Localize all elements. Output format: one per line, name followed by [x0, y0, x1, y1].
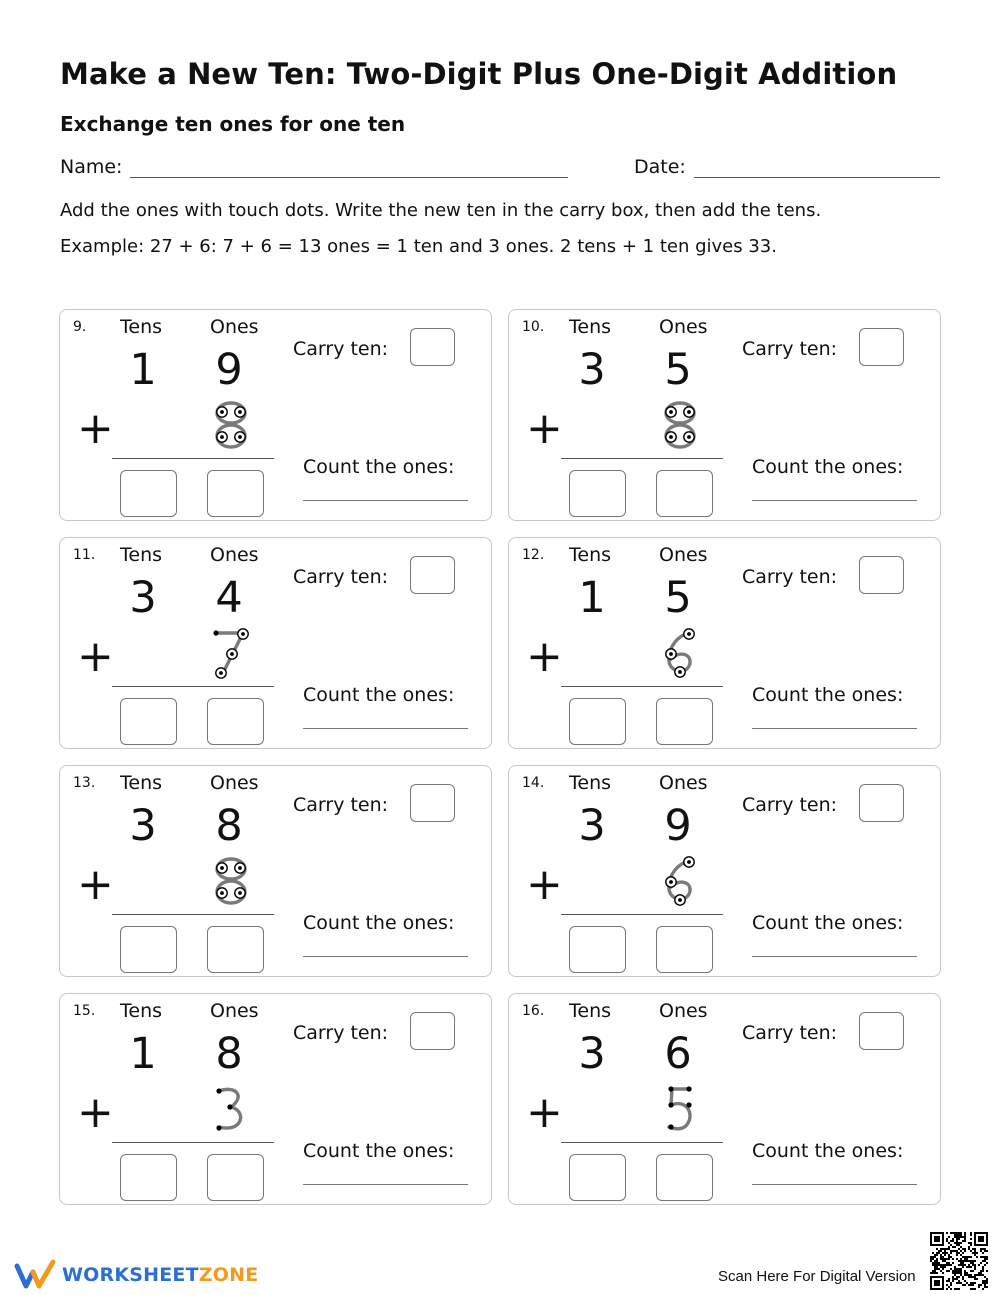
- plus-sign: +: [526, 631, 563, 682]
- touch-dot-digit-7: [209, 627, 253, 679]
- tens-label: Tens: [120, 544, 163, 566]
- problem-card: [59, 309, 492, 521]
- ones-label: Ones: [210, 772, 259, 794]
- ones-label: Ones: [659, 316, 708, 338]
- touch-dots-6-icon: [658, 855, 702, 907]
- carry-ten-label: Carry ten:: [742, 794, 838, 816]
- sum-line: [561, 1142, 723, 1143]
- count-ones-line[interactable]: [752, 728, 917, 729]
- answer-ones-box[interactable]: [656, 926, 713, 973]
- count-ones-line[interactable]: [752, 1184, 917, 1185]
- ones-label: Ones: [210, 1000, 259, 1022]
- plus-sign: +: [526, 1087, 563, 1138]
- ones-label: Ones: [659, 772, 708, 794]
- problem-number: 11.: [73, 547, 96, 563]
- answer-ones-box[interactable]: [656, 470, 713, 517]
- touch-dot-digit-8: [209, 855, 253, 907]
- touch-dots-7-icon: [209, 627, 253, 679]
- count-ones-label: Count the ones:: [303, 1140, 455, 1162]
- problem-card: [59, 537, 492, 749]
- count-ones-label: Count the ones:: [303, 684, 455, 706]
- answer-ones-box[interactable]: [207, 1154, 264, 1201]
- touch-dots-5-icon: [658, 1083, 702, 1135]
- count-ones-label: Count the ones:: [752, 912, 904, 934]
- carry-ten-label: Carry ten:: [293, 794, 389, 816]
- answer-ones-box[interactable]: [207, 698, 264, 745]
- answer-ones-box[interactable]: [207, 926, 264, 973]
- plus-sign: +: [77, 859, 114, 910]
- problem-number: 15.: [73, 1003, 96, 1019]
- tens-digit: 3: [129, 573, 157, 623]
- ones-digit: 5: [664, 345, 692, 395]
- qr-code-icon[interactable]: [930, 1232, 988, 1290]
- touch-dots-8-icon: [209, 399, 253, 451]
- count-ones-line[interactable]: [752, 956, 917, 957]
- tens-digit: 3: [578, 801, 606, 851]
- ones-digit: 9: [215, 345, 243, 395]
- count-ones-line[interactable]: [303, 1184, 468, 1185]
- touch-dot-digit-6: [658, 627, 702, 679]
- count-ones-label: Count the ones:: [752, 684, 904, 706]
- tens-digit: 1: [129, 345, 157, 395]
- problem-card: [508, 765, 941, 977]
- example-text: Example: 27 + 6: 7 + 6 = 13 ones = 1 ten and 3 ones. 2 tens + 1 ten gives 33.: [60, 236, 777, 257]
- answer-tens-box[interactable]: [120, 470, 177, 517]
- tens-digit: 1: [578, 573, 606, 623]
- problem-card: [59, 765, 492, 977]
- touch-dot-digit-8: [658, 399, 702, 451]
- touch-dot-digit-8: [209, 399, 253, 451]
- ones-digit: 6: [664, 1029, 692, 1079]
- name-field-row: [60, 156, 568, 178]
- problem-number: 14.: [522, 775, 545, 791]
- problem-number: 16.: [522, 1003, 545, 1019]
- problem-number: 13.: [73, 775, 96, 791]
- sum-line: [112, 914, 274, 915]
- answer-tens-box[interactable]: [569, 1154, 626, 1201]
- tens-digit: 1: [129, 1029, 157, 1079]
- page-title: Make a New Ten: Two-Digit Plus One-Digit Addition: [60, 57, 898, 91]
- ones-digit: 5: [664, 573, 692, 623]
- count-ones-line[interactable]: [303, 956, 468, 957]
- sum-line: [561, 914, 723, 915]
- ones-digit: 8: [215, 1029, 243, 1079]
- problem-number: 9.: [73, 319, 87, 335]
- carry-ten-box[interactable]: [859, 556, 904, 594]
- answer-tens-box[interactable]: [569, 470, 626, 517]
- sum-line: [112, 1142, 274, 1143]
- tens-digit: 3: [129, 801, 157, 851]
- touch-dots-8-icon: [209, 855, 253, 907]
- answer-ones-box[interactable]: [656, 1154, 713, 1201]
- touch-dot-digit-5: [658, 1083, 702, 1135]
- tens-label: Tens: [569, 772, 612, 794]
- count-ones-label: Count the ones:: [752, 456, 904, 478]
- tens-label: Tens: [120, 316, 163, 338]
- touch-dots-8-icon: [658, 399, 702, 451]
- answer-tens-box[interactable]: [569, 926, 626, 973]
- ones-label: Ones: [659, 544, 708, 566]
- answer-tens-box[interactable]: [120, 1154, 177, 1201]
- carry-ten-label: Carry ten:: [742, 338, 838, 360]
- carry-ten-box[interactable]: [410, 328, 455, 366]
- name-input-line[interactable]: [130, 158, 568, 178]
- plus-sign: +: [77, 403, 114, 454]
- touch-dot-digit-6: [658, 855, 702, 907]
- date-label: Date:: [634, 156, 686, 178]
- ones-digit: 8: [215, 801, 243, 851]
- tens-digit: 3: [578, 1029, 606, 1079]
- problem-card: [508, 537, 941, 749]
- touch-dots-3-icon: [209, 1083, 253, 1135]
- brand-name-part1: WORKSHEET: [62, 1264, 199, 1286]
- problem-number: 10.: [522, 319, 545, 335]
- tens-label: Tens: [569, 1000, 612, 1022]
- carry-ten-box[interactable]: [859, 784, 904, 822]
- carry-ten-box[interactable]: [859, 1012, 904, 1050]
- answer-tens-box[interactable]: [569, 698, 626, 745]
- carry-ten-box[interactable]: [410, 784, 455, 822]
- carry-ten-box[interactable]: [859, 328, 904, 366]
- answer-tens-box[interactable]: [120, 698, 177, 745]
- brand-name-part2: ZONE: [198, 1264, 259, 1286]
- tens-label: Tens: [569, 316, 612, 338]
- scan-text: Scan Here For Digital Version: [718, 1268, 916, 1285]
- problem-card: [508, 309, 941, 521]
- tens-label: Tens: [120, 772, 163, 794]
- answer-ones-box[interactable]: [656, 698, 713, 745]
- tens-label: Tens: [569, 544, 612, 566]
- carry-ten-label: Carry ten:: [293, 1022, 389, 1044]
- worksheetzone-logo-icon: [14, 1258, 56, 1292]
- carry-ten-box[interactable]: [410, 556, 455, 594]
- touch-dot-digit-3: [209, 1083, 253, 1135]
- ones-label: Ones: [210, 544, 259, 566]
- problem-number: 12.: [522, 547, 545, 563]
- date-field-row: [634, 156, 940, 178]
- tens-label: Tens: [120, 1000, 163, 1022]
- brand-logo: [14, 1258, 258, 1292]
- sum-line: [561, 458, 723, 459]
- problem-card: [59, 993, 492, 1205]
- sum-line: [112, 458, 274, 459]
- date-input-line[interactable]: [694, 158, 940, 178]
- page-subtitle: Exchange ten ones for one ten: [60, 112, 406, 136]
- carry-ten-box[interactable]: [410, 1012, 455, 1050]
- instruction-text: Add the ones with touch dots. Write the new ten in the carry box, then add the tens.: [60, 200, 822, 221]
- ones-label: Ones: [659, 1000, 708, 1022]
- carry-ten-label: Carry ten:: [742, 1022, 838, 1044]
- ones-digit: 9: [664, 801, 692, 851]
- carry-ten-label: Carry ten:: [293, 338, 389, 360]
- plus-sign: +: [526, 859, 563, 910]
- tens-digit: 3: [578, 345, 606, 395]
- carry-ten-label: Carry ten:: [293, 566, 389, 588]
- name-label: Name:: [60, 156, 123, 178]
- count-ones-line[interactable]: [752, 500, 917, 501]
- count-ones-label: Count the ones:: [303, 456, 455, 478]
- sum-line: [561, 686, 723, 687]
- carry-ten-label: Carry ten:: [742, 566, 838, 588]
- count-ones-line[interactable]: [303, 500, 468, 501]
- count-ones-label: Count the ones:: [752, 1140, 904, 1162]
- brand-name: [62, 1264, 258, 1286]
- ones-label: Ones: [210, 316, 259, 338]
- problem-card: [508, 993, 941, 1205]
- plus-sign: +: [526, 403, 563, 454]
- plus-sign: +: [77, 631, 114, 682]
- touch-dots-6-icon: [658, 627, 702, 679]
- ones-digit: 4: [215, 573, 243, 623]
- answer-tens-box[interactable]: [120, 926, 177, 973]
- answer-ones-box[interactable]: [207, 470, 264, 517]
- count-ones-line[interactable]: [303, 728, 468, 729]
- count-ones-label: Count the ones:: [303, 912, 455, 934]
- plus-sign: +: [77, 1087, 114, 1138]
- sum-line: [112, 686, 274, 687]
